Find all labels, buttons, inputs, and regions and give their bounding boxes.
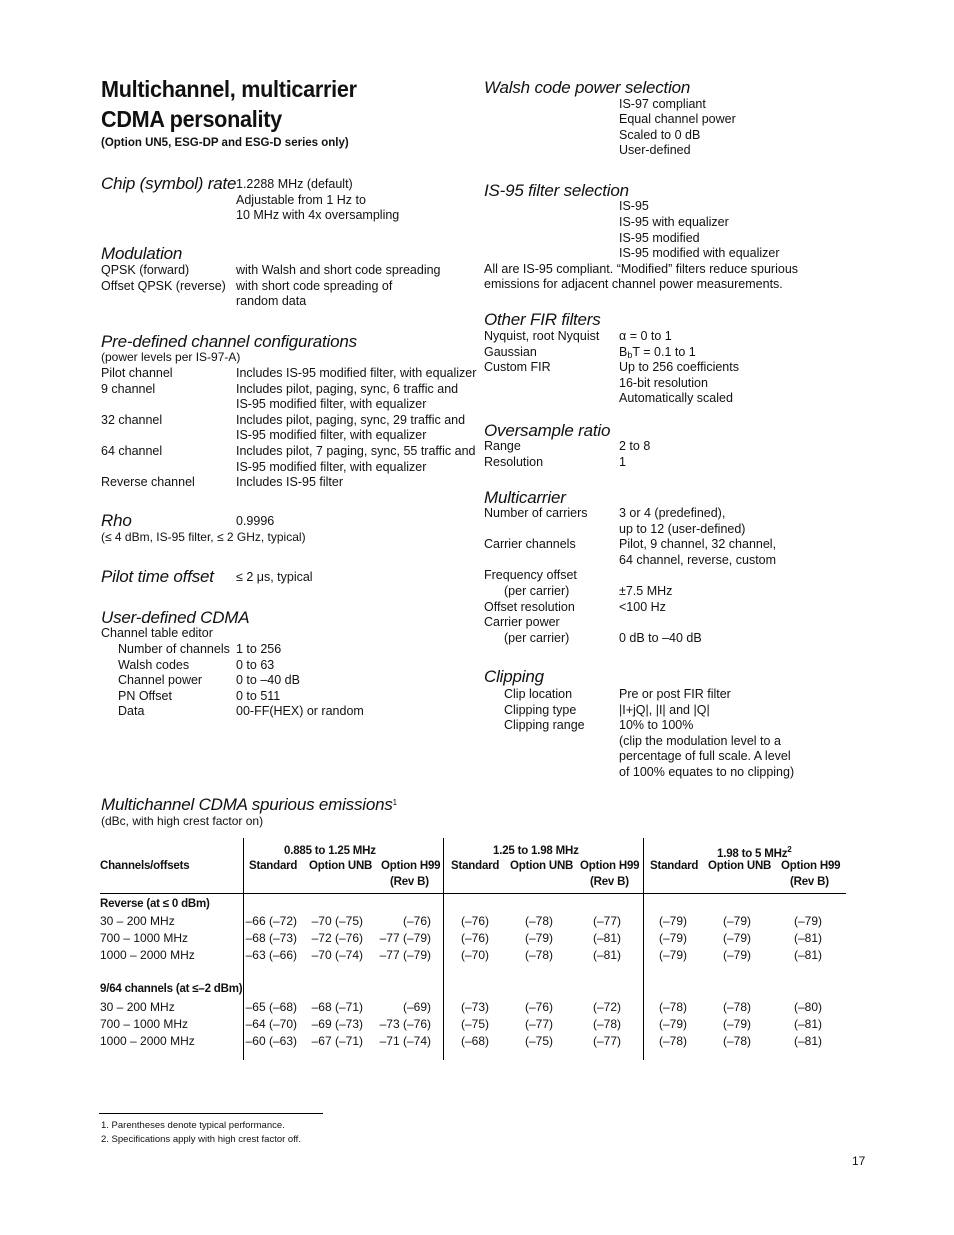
table-cell: (–79): [722, 948, 751, 962]
list-item: Carrier channels Pilot, 9 channel, 32 channel,: [484, 537, 777, 552]
list-item: 9 channel Includes pilot, paging, sync, 6 traffic and: [101, 381, 459, 396]
table-cell: –70 (–75): [311, 914, 363, 928]
list-item: Pilot channel Includes IS-95 modified filter, with equalizer: [101, 366, 477, 380]
multicarrier-list: [484, 506, 804, 646]
walsh-line: Equal channel power: [619, 112, 736, 126]
list-item: percentage of full scale. A level: [619, 749, 791, 764]
table-cell: (–81): [793, 1034, 822, 1048]
subcol-header: (Rev B): [790, 876, 829, 888]
list-item: Nyquist, root Nyquist α = 0 to 1: [484, 329, 672, 343]
list-item: (clip the modulation level to a: [619, 733, 781, 748]
list-item: IS-95 modified filter, with equalizer: [236, 397, 427, 412]
list-item: (per carrier) 0 dB to –40 dB: [504, 630, 702, 645]
table-cell: (–78): [658, 1034, 687, 1048]
list-item: up to 12 (user-defined): [619, 521, 746, 536]
list-item: Resolution 1: [484, 454, 626, 469]
table-cell: (–78): [524, 948, 553, 962]
subcol-header: Standard: [650, 860, 699, 872]
predefined-list: [101, 366, 477, 491]
oversample-heading: Oversample ratio: [484, 421, 611, 440]
table-cell: (–79): [722, 1017, 751, 1031]
page-number: 17: [852, 1154, 866, 1168]
table-cell: (–77): [592, 1034, 621, 1048]
table-cell: –72 (–76): [311, 931, 363, 945]
list-item: PN Offset 0 to 511: [118, 688, 281, 703]
table-cell: (–79): [658, 948, 687, 962]
table-divider: [643, 838, 644, 1060]
page-title: [101, 74, 357, 134]
list-item: 64 channel, reverse, custom: [619, 552, 777, 567]
table-cell: (–81): [793, 948, 822, 962]
list-item: Offset resolution <100 Hz: [484, 599, 666, 614]
modulation-list: [101, 263, 461, 310]
table-cell: –68 (–71): [311, 1000, 363, 1014]
list-item: QPSK (forward) with Walsh and short code spreading: [101, 263, 441, 277]
multicarrier-heading: Multicarrier: [484, 488, 566, 507]
predefined-heading: Pre-defined channel configurations: [101, 332, 357, 351]
spurious-heading: Multichannel CDMA spurious emissions$^1$: [101, 795, 397, 814]
list-item: Offset QPSK (reverse) with short code spreading of: [101, 278, 393, 293]
table-cell: (–76): [524, 1000, 553, 1014]
table-cell: (–81): [793, 931, 822, 945]
table-cell: (–81): [793, 1017, 822, 1031]
group-label: Reverse (at ≤ 0 dBm): [100, 898, 210, 910]
band-header: 1.98 to 5 MHz$^2$: [717, 845, 792, 860]
table-cell: (–75): [460, 1017, 489, 1031]
title-line-1: Multichannel, multicarrier: [101, 76, 357, 102]
table-header-rule: [100, 893, 846, 894]
list-item: random data: [236, 294, 307, 309]
table-cell: –60 (–63): [245, 1034, 297, 1048]
table-cell: –71 (–74): [379, 1034, 431, 1048]
band-header: 1.25 to 1.98 MHz: [493, 845, 579, 857]
list-item: Channel power 0 to –40 dB: [118, 673, 300, 688]
is95-line: IS-95 with equalizer: [619, 215, 729, 229]
table-cell: (–81): [592, 948, 621, 962]
walsh-heading: Walsh code power selection: [484, 78, 691, 97]
user-defined-subheading: Channel table editor: [101, 626, 213, 640]
table-cell: –66 (–72): [245, 914, 297, 928]
list-item: Range 2 to 8: [484, 439, 651, 453]
table-cell: (–79): [658, 931, 687, 945]
list-item: (per carrier) ±7.5 MHz: [504, 583, 673, 598]
pilot-time-heading: Pilot time offset: [101, 567, 214, 586]
pilot-time-value: ≤ 2 μs, typical: [236, 570, 313, 584]
fir-list: [484, 329, 804, 407]
list-item: Data 00-FF(HEX) or random: [118, 704, 364, 719]
table-cell: –68 (–73): [245, 931, 297, 945]
list-item: Clipping type |I+jQ|, |I| and |Q|: [504, 702, 710, 717]
fir-heading: Other FIR filters: [484, 310, 601, 329]
rho-note: (≤ 4 dBm, IS-95 filter, ≤ 2 GHz, typical): [101, 530, 306, 544]
table-cell: (–73): [460, 1000, 489, 1014]
list-item: 32 channel Includes pilot, paging, sync, 29 traffic and: [101, 412, 466, 427]
table-cell: –64 (–70): [245, 1017, 297, 1031]
clipping-heading: Clipping: [484, 667, 544, 686]
chip-rate-line: 1.2288 MHz (default): [236, 177, 353, 191]
table-cell: –73 (–76): [379, 1017, 431, 1031]
walsh-line: Scaled to 0 dB: [619, 128, 701, 142]
group-label: 9/64 channels (at ≤–2 dBm): [100, 983, 243, 995]
walsh-line: User-defined: [619, 143, 691, 157]
list-item: Gaussian $B_bT = 0.1$ to 1: [484, 344, 696, 360]
table-row-label: 30 – 200 MHz: [100, 1000, 175, 1014]
oversample-list: [484, 439, 804, 470]
list-item: Carrier power: [484, 615, 560, 630]
list-item: 64 channel Includes pilot, 7 paging, sync, 55 traffic and: [101, 443, 476, 458]
table-cell: (–79): [722, 914, 751, 928]
table-cell: (–75): [524, 1034, 553, 1048]
table-cell: (–79): [658, 1017, 687, 1031]
table-cell: –77 (–79): [379, 948, 431, 962]
list-item: Frequency offset: [484, 568, 577, 583]
table-cell: (–69): [402, 1000, 431, 1014]
list-item: Clip location Pre or post FIR filter: [504, 687, 731, 701]
table-cell: (–76): [460, 914, 489, 928]
table-cell: (–79): [524, 931, 553, 945]
is95-line: IS-95 modified: [619, 231, 700, 245]
table-cell: (–78): [658, 1000, 687, 1014]
table-cell: (–77): [592, 914, 621, 928]
table-cell: –77 (–79): [379, 931, 431, 945]
table-cell: (–76): [460, 931, 489, 945]
list-item: IS-95 modified filter, with equalizer: [236, 428, 427, 443]
list-item: Number of channels 1 to 256: [118, 642, 282, 656]
rho-heading: Rho: [101, 511, 132, 530]
list-item: Reverse channel Includes IS-95 filter: [101, 475, 343, 490]
table-cell: (–78): [722, 1000, 751, 1014]
subcol-header: Option UNB: [510, 860, 574, 872]
table-cell: –63 (–66): [245, 948, 297, 962]
spurious-note: (dBc, with high crest factor on): [101, 814, 264, 828]
subcol-header: Option H99: [580, 860, 640, 872]
footnote: 2. Specifications apply with high crest factor off.: [101, 1134, 301, 1145]
list-item: Clipping range 10% to 100%: [504, 718, 694, 733]
subcol-header: (Rev B): [590, 876, 629, 888]
subcol-header: (Rev B): [390, 876, 429, 888]
table-cell: (–78): [592, 1017, 621, 1031]
subcol-header: Option UNB: [708, 860, 772, 872]
table-row-label: 1000 – 2000 MHz: [100, 1034, 195, 1048]
is95-line: IS-95 modified with equalizer: [619, 246, 780, 260]
list-item: Automatically scaled: [619, 391, 733, 406]
table-cell: –65 (–68): [245, 1000, 297, 1014]
walsh-line: IS-97 compliant: [619, 97, 706, 111]
list-item: 16-bit resolution: [619, 375, 708, 390]
is95-note: All are IS-95 compliant. “Modified” filters reduce spurious: [484, 262, 799, 276]
subcol-header: Standard: [249, 860, 298, 872]
chip-rate-heading: Chip (symbol) rate: [101, 174, 237, 193]
user-defined-list: [118, 642, 458, 720]
list-item: Number of carriers 3 or 4 (predefined),: [484, 506, 726, 520]
table-cell: (–72): [592, 1000, 621, 1014]
table-cell: (–79): [793, 914, 822, 928]
table-cell: –69 (–73): [311, 1017, 363, 1031]
table-cell: (–76): [402, 914, 431, 928]
table-divider: [443, 838, 444, 1060]
spurious-table: [100, 838, 846, 1060]
clipping-list: [504, 687, 824, 781]
table-cell: (–79): [658, 914, 687, 928]
subcol-header: Option UNB: [309, 860, 373, 872]
modulation-heading: Modulation: [101, 244, 183, 263]
table-cell: (–81): [592, 931, 621, 945]
page-subtitle: (Option UN5, ESG-DP and ESG-D series only): [101, 137, 349, 149]
table-cell: (–78): [722, 1034, 751, 1048]
table-divider: [243, 838, 244, 1060]
table-cell: (–78): [524, 914, 553, 928]
table-row-label: 700 – 1000 MHz: [100, 1017, 189, 1031]
list-item: of 100% equates to no clipping): [619, 764, 795, 779]
subcol-header: Option H99: [781, 860, 841, 872]
subcol-header: Option H99: [381, 860, 441, 872]
user-defined-heading: User-defined CDMA: [101, 608, 250, 627]
list-item: Custom FIR Up to 256 coefficients: [484, 360, 739, 375]
table-cell: (–79): [722, 931, 751, 945]
table-cell: (–70): [460, 948, 489, 962]
predefined-note: (power levels per IS-97-A): [101, 350, 241, 364]
table-row-label: 30 – 200 MHz: [100, 914, 175, 928]
is95-note: emissions for adjacent channel power measurements.: [484, 277, 783, 291]
chip-rate-line: 10 MHz with 4x oversampling: [236, 208, 400, 222]
title-line-2: CDMA personality: [101, 106, 282, 132]
footnote: 1. Parentheses denote typical performance.: [101, 1120, 285, 1131]
chip-rate-line: Adjustable from 1 Hz to: [236, 193, 366, 207]
is95-line: IS-95: [619, 199, 649, 213]
is95-heading: IS-95 filter selection: [484, 181, 629, 200]
table-cell: (–80): [793, 1000, 822, 1014]
channels-offsets-header: Channels/offsets: [100, 860, 190, 872]
band-header: 0.885 to 1.25 MHz: [284, 845, 376, 857]
table-cell: (–77): [524, 1017, 553, 1031]
list-item: Walsh codes 0 to 63: [118, 657, 275, 672]
table-row-label: 700 – 1000 MHz: [100, 931, 189, 945]
subcol-header: Standard: [451, 860, 500, 872]
table-cell: (–68): [460, 1034, 489, 1048]
table-row-label: 1000 – 2000 MHz: [100, 948, 195, 962]
table-cell: –70 (–74): [311, 948, 363, 962]
list-item: IS-95 modified filter, with equalizer: [236, 459, 427, 474]
rho-value: 0.9996: [236, 514, 275, 528]
table-cell: –67 (–71): [311, 1034, 363, 1048]
footnote-rule: [99, 1113, 323, 1114]
